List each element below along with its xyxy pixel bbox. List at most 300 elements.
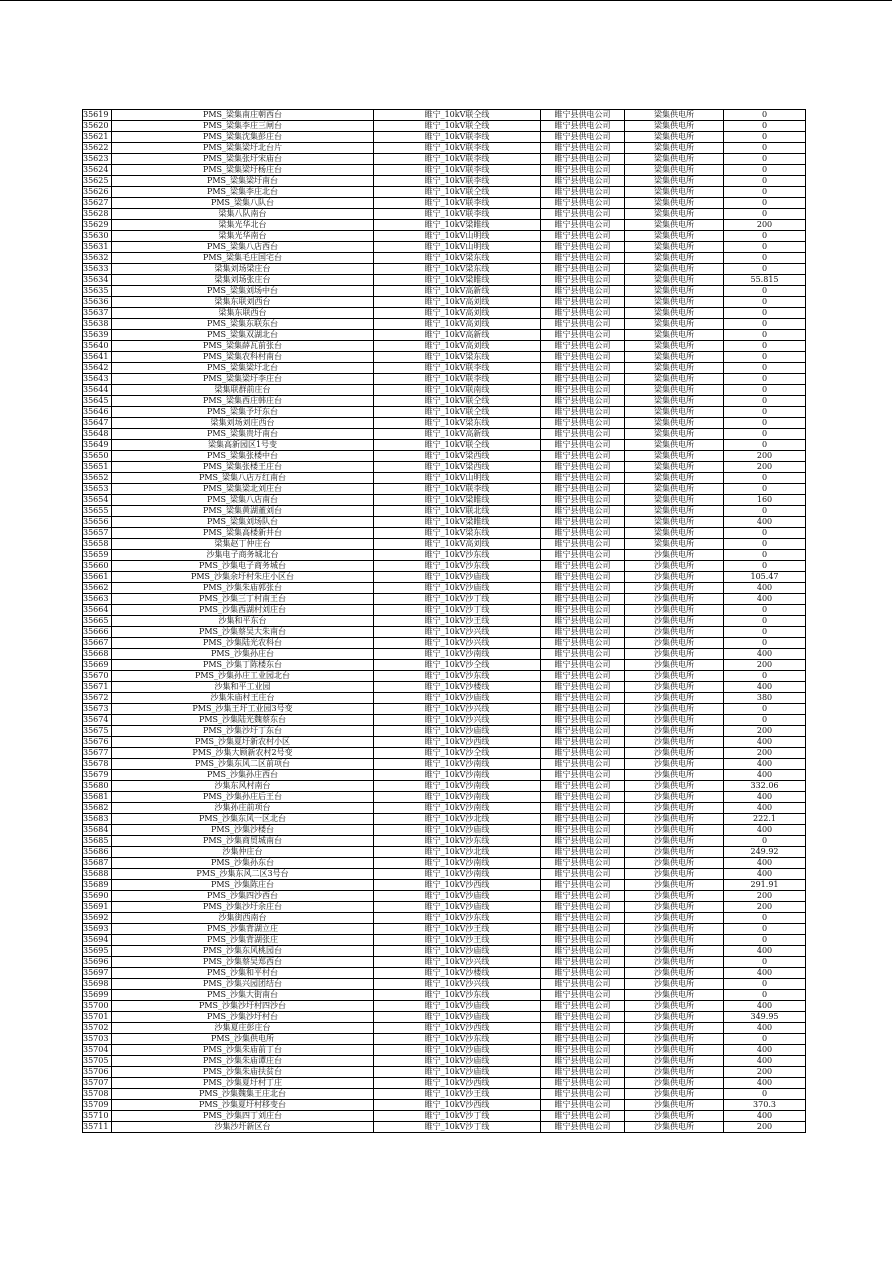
value-cell: 380 [724,693,806,704]
company-cell: 睢宁县供电公司 [541,1100,625,1111]
station-name-cell: PMS_沙集孙东台 [112,858,374,869]
line-name-cell: 睢宁_10kV沙东线 [374,561,541,572]
station-name-cell: PMS_沙集朱庙前丁台 [112,1045,374,1056]
table-row [83,770,806,781]
value-cell: 0 [724,374,806,385]
value-cell: 0 [724,231,806,242]
table-row [83,363,806,374]
table-row [83,352,806,363]
station-name-cell: PMS_梁集予圩东台 [112,407,374,418]
company-cell: 睢宁县供电公司 [541,539,625,550]
station-name-cell: PMS_梁集刘场队台 [112,517,374,528]
company-cell: 睢宁县供电公司 [541,847,625,858]
company-cell: 睢宁县供电公司 [541,1067,625,1078]
office-cell: 沙集供电所 [625,605,724,616]
company-cell: 睢宁县供电公司 [541,979,625,990]
station-name-cell: PMS_沙集东风二区3号台 [112,869,374,880]
station-name-cell: PMS_梁集梁圩李庄台 [112,374,374,385]
row-id-cell: 35667 [83,638,112,649]
company-cell: 睢宁县供电公司 [541,330,625,341]
row-id-cell: 35678 [83,759,112,770]
row-id-cell: 35680 [83,781,112,792]
station-name-cell: PMS_梁集八店西台 [112,242,374,253]
office-cell: 梁集供电所 [625,143,724,154]
table-row [83,517,806,528]
line-name-cell: 睢宁_10kV沙王线 [374,935,541,946]
table-row [83,165,806,176]
station-name-cell: 沙集电子商务城北台 [112,550,374,561]
table-row [83,110,806,121]
value-cell: 400 [724,583,806,594]
station-name-cell: PMS_梁集高楼新井台 [112,528,374,539]
office-cell: 梁集供电所 [625,209,724,220]
station-name-cell: PMS_梁集贵圩南台 [112,429,374,440]
office-cell: 梁集供电所 [625,484,724,495]
office-cell: 沙集供电所 [625,627,724,638]
row-id-cell: 35708 [83,1089,112,1100]
value-cell: 0 [724,286,806,297]
row-id-cell: 35659 [83,550,112,561]
company-cell: 睢宁县供电公司 [541,308,625,319]
value-cell: 200 [724,891,806,902]
company-cell: 睢宁县供电公司 [541,1078,625,1089]
office-cell: 沙集供电所 [625,1067,724,1078]
line-name-cell: 睢宁_10kV联李线 [374,374,541,385]
table-row [83,1122,806,1133]
value-cell: 200 [724,660,806,671]
value-cell: 0 [724,165,806,176]
office-cell: 沙集供电所 [625,891,724,902]
company-cell: 睢宁县供电公司 [541,385,625,396]
office-cell: 沙集供电所 [625,902,724,913]
station-name-cell: PMS_沙集东风一区北台 [112,814,374,825]
table-row [83,803,806,814]
row-id-cell: 35675 [83,726,112,737]
value-cell: 200 [724,748,806,759]
line-name-cell: 睢宁_10kV沙庙线 [374,693,541,704]
office-cell: 梁集供电所 [625,374,724,385]
line-name-cell: 睢宁_10kV梁东线 [374,352,541,363]
company-cell: 睢宁县供电公司 [541,1122,625,1133]
station-name-cell: PMS_梁集梁圩杨庄台 [112,165,374,176]
office-cell: 沙集供电所 [625,880,724,891]
table-row [83,242,806,253]
row-id-cell: 35673 [83,704,112,715]
company-cell: 睢宁县供电公司 [541,209,625,220]
office-cell: 梁集供电所 [625,231,724,242]
table-row [83,792,806,803]
company-cell: 睢宁县供电公司 [541,759,625,770]
row-id-cell: 35700 [83,1001,112,1012]
table-row [83,1067,806,1078]
company-cell: 睢宁县供电公司 [541,704,625,715]
office-cell: 梁集供电所 [625,297,724,308]
line-name-cell: 睢宁_10kV沙兴线 [374,957,541,968]
table-row [83,154,806,165]
value-cell: 349.95 [724,1012,806,1023]
value-cell: 0 [724,1034,806,1045]
company-cell: 睢宁县供电公司 [541,605,625,616]
office-cell: 梁集供电所 [625,110,724,121]
table-row [83,506,806,517]
company-cell: 睢宁县供电公司 [541,594,625,605]
line-name-cell: 睢宁_10kV沙庙线 [374,902,541,913]
table-row [83,561,806,572]
station-name-cell: PMS_沙集陆光农科台 [112,638,374,649]
station-name-cell: PMS_梁集双湖北台 [112,330,374,341]
company-cell: 睢宁县供电公司 [541,154,625,165]
line-name-cell: 睢宁_10kV梁东线 [374,264,541,275]
company-cell: 睢宁县供电公司 [541,902,625,913]
company-cell: 睢宁县供电公司 [541,924,625,935]
value-cell: 0 [724,385,806,396]
station-name-cell: PMS_沙集和平村台 [112,968,374,979]
row-id-cell: 35628 [83,209,112,220]
line-name-cell: 睢宁_10kV梁睢线 [374,517,541,528]
row-id-cell: 35704 [83,1045,112,1056]
value-cell: 0 [724,308,806,319]
line-name-cell: 睢宁_10kV梁睢线 [374,220,541,231]
value-cell: 0 [724,836,806,847]
line-name-cell: 睢宁_10kV联李线 [374,484,541,495]
table-row [83,1012,806,1023]
company-cell: 睢宁县供电公司 [541,528,625,539]
table-row [83,968,806,979]
value-cell: 0 [724,671,806,682]
office-cell: 梁集供电所 [625,176,724,187]
station-name-cell: PMS_沙集东风桃园台 [112,946,374,957]
company-cell: 睢宁县供电公司 [541,550,625,561]
company-cell: 睢宁县供电公司 [541,968,625,979]
line-name-cell: 睢宁_10kV沙丁线 [374,594,541,605]
company-cell: 睢宁县供电公司 [541,715,625,726]
row-id-cell: 35695 [83,946,112,957]
line-name-cell: 睢宁_10kV沙王线 [374,924,541,935]
value-cell: 0 [724,506,806,517]
row-id-cell: 35666 [83,627,112,638]
value-cell: 400 [724,1001,806,1012]
company-cell: 睢宁县供电公司 [541,726,625,737]
table-row [83,924,806,935]
table-row [83,913,806,924]
office-cell: 梁集供电所 [625,187,724,198]
office-cell: 梁集供电所 [625,429,724,440]
office-cell: 沙集供电所 [625,737,724,748]
row-id-cell: 35644 [83,385,112,396]
value-cell: 200 [724,1067,806,1078]
office-cell: 梁集供电所 [625,473,724,484]
company-cell: 睢宁县供电公司 [541,231,625,242]
company-cell: 睢宁县供电公司 [541,495,625,506]
company-cell: 睢宁县供电公司 [541,858,625,869]
row-id-cell: 35689 [83,880,112,891]
value-cell: 0 [724,319,806,330]
line-name-cell: 睢宁_10kV沙庙线 [374,891,541,902]
table-row [83,979,806,990]
company-cell: 睢宁县供电公司 [541,1045,625,1056]
company-cell: 睢宁县供电公司 [541,484,625,495]
company-cell: 睢宁县供电公司 [541,462,625,473]
station-name-cell: PMS_沙集西湖村刘庄台 [112,605,374,616]
station-name-cell: 沙集孙庄前项台 [112,803,374,814]
row-id-cell: 35621 [83,132,112,143]
line-name-cell: 睢宁_10kV梁东线 [374,418,541,429]
company-cell: 睢宁县供电公司 [541,396,625,407]
row-id-cell: 35677 [83,748,112,759]
line-name-cell: 睢宁_10kV沙南线 [374,770,541,781]
station-name-cell: PMS_沙集背湖立庄 [112,924,374,935]
value-cell: 0 [724,924,806,935]
table-row [83,935,806,946]
company-cell: 睢宁县供电公司 [541,220,625,231]
company-cell: 睢宁县供电公司 [541,814,625,825]
row-id-cell: 35639 [83,330,112,341]
office-cell: 梁集供电所 [625,506,724,517]
line-name-cell: 睢宁_10kV沙西线 [374,880,541,891]
office-cell: 梁集供电所 [625,517,724,528]
office-cell: 沙集供电所 [625,847,724,858]
row-id-cell: 35630 [83,231,112,242]
row-id-cell: 35643 [83,374,112,385]
station-name-cell: PMS_梁集张楼中台 [112,451,374,462]
row-id-cell: 35690 [83,891,112,902]
value-cell: 0 [724,473,806,484]
station-name-cell: PMS_沙集朱庙扶贫台 [112,1067,374,1078]
row-id-cell: 35620 [83,121,112,132]
row-id-cell: 35649 [83,440,112,451]
station-name-cell: PMS_梁集东联东台 [112,319,374,330]
row-id-cell: 35653 [83,484,112,495]
row-id-cell: 35693 [83,924,112,935]
value-cell: 0 [724,528,806,539]
row-id-cell: 35623 [83,154,112,165]
line-name-cell: 睢宁_10kV联仝线 [374,110,541,121]
station-name-cell: PMS_沙集蔡吴大朱南台 [112,627,374,638]
company-cell: 睢宁县供电公司 [541,803,625,814]
table-row [83,638,806,649]
row-id-cell: 35692 [83,913,112,924]
row-id-cell: 35646 [83,407,112,418]
office-cell: 梁集供电所 [625,242,724,253]
table-row [83,693,806,704]
value-cell: 249.92 [724,847,806,858]
company-cell: 睢宁县供电公司 [541,1056,625,1067]
office-cell: 沙集供电所 [625,1023,724,1034]
value-cell: 332.06 [724,781,806,792]
value-cell: 400 [724,1056,806,1067]
line-name-cell: 睢宁_10kV沙丁线 [374,605,541,616]
table-row [83,275,806,286]
table-body [83,110,806,1133]
station-name-cell: PMS_沙集夏圩新农村小区 [112,737,374,748]
company-cell: 睢宁县供电公司 [541,198,625,209]
station-name-cell: PMS_沙集丁陈楼东台 [112,660,374,671]
station-name-cell: PMS_梁集梁圩北台片 [112,143,374,154]
row-id-cell: 35648 [83,429,112,440]
station-name-cell: PMS_沙集电子商务城台 [112,561,374,572]
row-id-cell: 35625 [83,176,112,187]
table-row [83,1023,806,1034]
value-cell: 400 [724,1045,806,1056]
value-cell: 0 [724,440,806,451]
table-row [83,396,806,407]
table-row [83,858,806,869]
table-row [83,715,806,726]
line-name-cell: 睢宁_10kV沙南线 [374,858,541,869]
line-name-cell: 睢宁_10kV沙东线 [374,1034,541,1045]
station-name-cell: PMS_沙集东风二区前项台 [112,759,374,770]
line-name-cell: 睢宁_10kV联北线 [374,506,541,517]
office-cell: 沙集供电所 [625,1034,724,1045]
table-row [83,660,806,671]
table-row [83,946,806,957]
value-cell: 0 [724,242,806,253]
station-name-cell: PMS_沙集沙圩村四沙台 [112,1001,374,1012]
office-cell: 沙集供电所 [625,913,724,924]
row-id-cell: 35633 [83,264,112,275]
row-id-cell: 35642 [83,363,112,374]
line-name-cell: 睢宁_10kV沙兴线 [374,715,541,726]
office-cell: 沙集供电所 [625,1012,724,1023]
row-id-cell: 35662 [83,583,112,594]
office-cell: 沙集供电所 [625,572,724,583]
line-name-cell: 睢宁_10kV沙兴线 [374,627,541,638]
row-id-cell: 35640 [83,341,112,352]
row-id-cell: 35654 [83,495,112,506]
value-cell: 200 [724,220,806,231]
office-cell: 梁集供电所 [625,220,724,231]
table-row [83,484,806,495]
company-cell: 睢宁县供电公司 [541,517,625,528]
table-row [83,231,806,242]
value-cell: 0 [724,539,806,550]
table-row [83,297,806,308]
table-row [83,473,806,484]
row-id-cell: 35658 [83,539,112,550]
station-name-cell: PMS_梁集张楼王庄台 [112,462,374,473]
company-cell: 睢宁县供电公司 [541,165,625,176]
row-id-cell: 35650 [83,451,112,462]
table-row [83,704,806,715]
table-row [83,1089,806,1100]
line-name-cell: 睢宁_10kV高刘线 [374,341,541,352]
table-row [83,605,806,616]
row-id-cell: 35641 [83,352,112,363]
line-name-cell: 睢宁_10kV沙王线 [374,616,541,627]
row-id-cell: 35701 [83,1012,112,1023]
station-name-cell: PMS_沙集大街南台 [112,990,374,1001]
office-cell: 梁集供电所 [625,528,724,539]
office-cell: 梁集供电所 [625,198,724,209]
station-name-cell: 沙集沙圩新区台 [112,1122,374,1133]
line-name-cell: 睢宁_10kV沙西线 [374,1078,541,1089]
company-cell: 睢宁县供电公司 [541,792,625,803]
value-cell: 0 [724,132,806,143]
station-name-cell: PMS_梁集梁圩南台 [112,176,374,187]
line-name-cell: 睢宁_10kV沙南线 [374,649,541,660]
company-cell: 睢宁县供电公司 [541,429,625,440]
table-row [83,198,806,209]
table-row [83,264,806,275]
station-name-cell: PMS_沙集夏圩村移变台 [112,1100,374,1111]
line-name-cell: 睢宁_10kV沙南线 [374,803,541,814]
value-cell: 400 [724,682,806,693]
office-cell: 沙集供电所 [625,814,724,825]
page-top-border [0,0,892,1]
company-cell: 睢宁县供电公司 [541,660,625,671]
line-name-cell: 睢宁_10kV沙楼线 [374,682,541,693]
office-cell: 沙集供电所 [625,957,724,968]
line-name-cell: 睢宁_10kV沙庙线 [374,726,541,737]
line-name-cell: 睢宁_10kV沙兴线 [374,979,541,990]
office-cell: 梁集供电所 [625,253,724,264]
value-cell: 200 [724,451,806,462]
station-name-cell: PMS_沙集陈庄台 [112,880,374,891]
office-cell: 梁集供电所 [625,286,724,297]
table-row [83,748,806,759]
line-name-cell: 睢宁_10kV沙仝线 [374,660,541,671]
company-cell: 睢宁县供电公司 [541,946,625,957]
row-id-cell: 35619 [83,110,112,121]
company-cell: 睢宁县供电公司 [541,583,625,594]
table-row [83,440,806,451]
station-name-cell: 梁集赵丁仲庄台 [112,539,374,550]
office-cell: 梁集供电所 [625,330,724,341]
table-row [83,891,806,902]
row-id-cell: 35711 [83,1122,112,1133]
station-name-cell: PMS_梁集西庄韩庄台 [112,396,374,407]
value-cell: 0 [724,418,806,429]
station-name-cell: PMS_梁集八队台 [112,198,374,209]
line-name-cell: 睢宁_10kV高新线 [374,330,541,341]
company-cell: 睢宁县供电公司 [541,286,625,297]
station-name-cell: 沙集街西南台 [112,913,374,924]
table-row [83,539,806,550]
company-cell: 睢宁县供电公司 [541,935,625,946]
line-name-cell: 睢宁_10kV梁睢线 [374,495,541,506]
company-cell: 睢宁县供电公司 [541,627,625,638]
value-cell: 0 [724,352,806,363]
row-id-cell: 35657 [83,528,112,539]
station-name-cell: 梁集刘场刘庄西台 [112,418,374,429]
station-name-cell: PMS_沙集余圩村朱庄小区台 [112,572,374,583]
office-cell: 沙集供电所 [625,594,724,605]
line-name-cell: 睢宁_10kV沙丁线 [374,1122,541,1133]
row-id-cell: 35624 [83,165,112,176]
office-cell: 沙集供电所 [625,1056,724,1067]
office-cell: 梁集供电所 [625,440,724,451]
value-cell: 0 [724,363,806,374]
row-id-cell: 35703 [83,1034,112,1045]
table-row [83,330,806,341]
office-cell: 沙集供电所 [625,858,724,869]
line-name-cell: 睢宁_10kV联仝线 [374,440,541,451]
table-row [83,671,806,682]
office-cell: 沙集供电所 [625,748,724,759]
row-id-cell: 35687 [83,858,112,869]
row-id-cell: 35702 [83,1023,112,1034]
table-row [83,385,806,396]
value-cell: 0 [724,121,806,132]
value-cell: 0 [724,143,806,154]
row-id-cell: 35664 [83,605,112,616]
table-row [83,1111,806,1122]
office-cell: 沙集供电所 [625,990,724,1001]
company-cell: 睢宁县供电公司 [541,880,625,891]
office-cell: 沙集供电所 [625,649,724,660]
office-cell: 梁集供电所 [625,121,724,132]
value-cell: 400 [724,1111,806,1122]
